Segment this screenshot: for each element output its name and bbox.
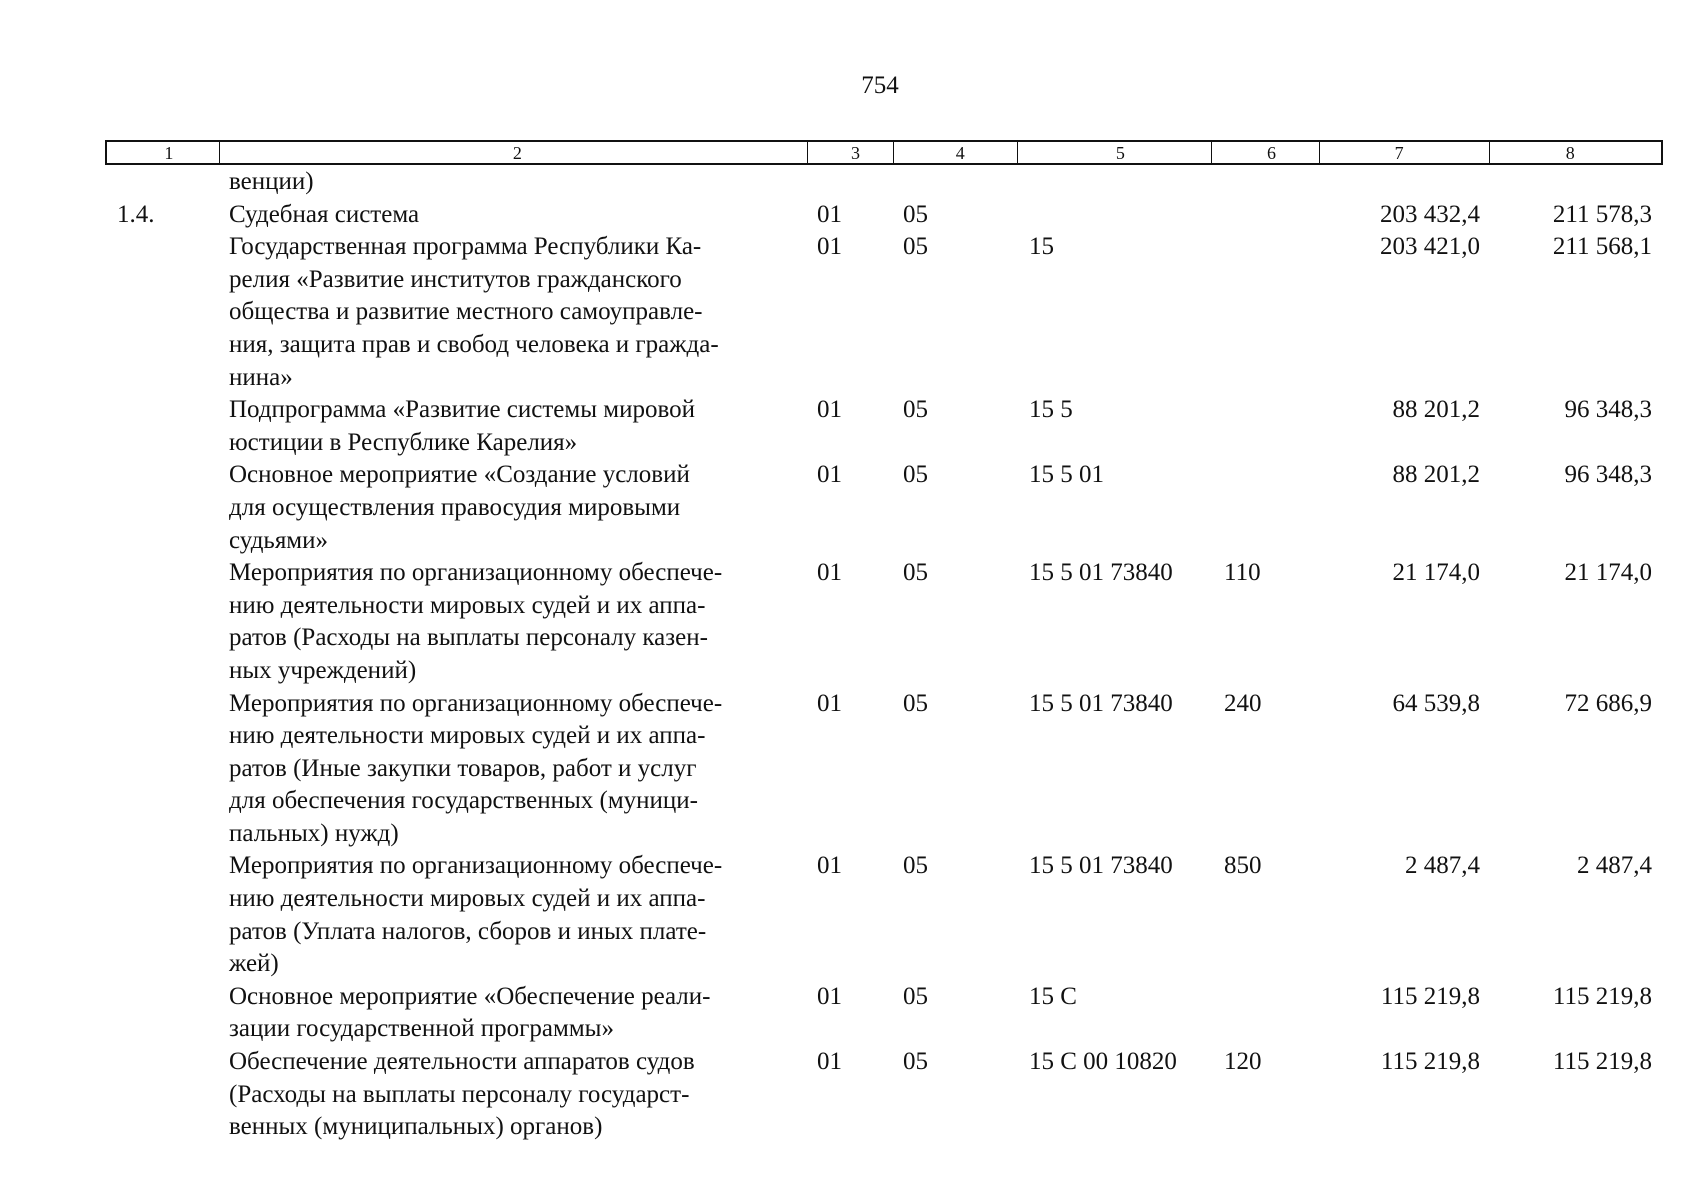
row-subsection: 05 (903, 982, 928, 1010)
row-number (105, 166, 217, 199)
header-col-2: 2 (219, 142, 807, 163)
row-target-article: 15 5 01 73840 (1029, 559, 1173, 587)
row-subsection (893, 166, 1017, 199)
row-amount-year2: 96 348,3 (1564, 396, 1652, 424)
row-target-article: 15 С 00 10820 (1029, 1048, 1177, 1076)
row-name: Государственная программа Республики Ка- релия «Развитие институтов гражданского общества и развитие местного самоуправле- ния, защита прав и свобод человека и гражда- нина» (229, 233, 719, 391)
row-number (105, 557, 217, 687)
row-expense-type: 110 (1224, 559, 1261, 587)
row-amount-year1: 203 421,0 (1380, 233, 1480, 261)
row-amount-year2 (1491, 166, 1663, 199)
table-row (105, 557, 1663, 687)
row-subsection: 05 (903, 852, 928, 880)
row-name: Основное мероприятие «Обеспечение реали- зации государственной программы» (229, 982, 711, 1043)
row-name: Основное мероприятие «Создание условий для осуществления правосудия мировыми судьями» (229, 461, 690, 554)
row-number (105, 1046, 217, 1144)
page-number: 754 (861, 72, 899, 99)
row-amount-year1: 203 432,4 (1380, 200, 1480, 228)
row-amount-year2: 2 487,4 (1577, 852, 1652, 880)
row-section: 01 (817, 233, 842, 261)
table-row (105, 459, 1663, 557)
row-number (105, 231, 217, 394)
row-amount-year2: 115 219,8 (1552, 982, 1652, 1010)
table-row (105, 231, 1663, 394)
row-number (105, 850, 217, 980)
row-amount-year2: 115 219,8 (1552, 1048, 1652, 1076)
header-col-1: 1 (164, 143, 174, 163)
table-row (105, 394, 1663, 459)
row-target-article: 15 (1029, 233, 1054, 261)
row-amount-year2: 211 578,3 (1552, 200, 1652, 228)
row-section: 01 (817, 396, 842, 424)
row-target-article: 15 С (1029, 982, 1077, 1010)
table-header (105, 140, 1663, 165)
row-number: 1.4. (117, 200, 155, 228)
table-row (105, 688, 1663, 851)
table-row (105, 1046, 1663, 1144)
row-section: 01 (817, 559, 842, 587)
table-row (105, 981, 1663, 1046)
row-target-article: 15 5 (1029, 396, 1073, 424)
row-amount-year1: 88 201,2 (1392, 396, 1480, 424)
row-section: 01 (817, 852, 842, 880)
row-section: 01 (817, 689, 842, 717)
row-amount-year1: 115 219,8 (1380, 1048, 1480, 1076)
row-subsection: 05 (903, 689, 928, 717)
row-target-article: 15 5 01 73840 (1029, 852, 1173, 880)
row-section: 01 (817, 200, 842, 228)
row-section: 01 (817, 982, 842, 1010)
header-col-8: 8 (1489, 142, 1661, 163)
row-expense-type (1212, 166, 1320, 199)
row-expense-type (1212, 394, 1320, 459)
row-expense-type (1212, 199, 1320, 232)
row-amount-year1 (1320, 166, 1491, 199)
table-row (105, 166, 1663, 199)
row-expense-type: 850 (1224, 852, 1262, 880)
table-row (105, 199, 1663, 232)
row-amount-year2: 72 686,9 (1564, 689, 1652, 717)
row-target-article: 15 5 01 73840 (1029, 689, 1173, 717)
row-amount-year1: 64 539,8 (1392, 689, 1480, 717)
header-col-5: 5 (1017, 142, 1212, 163)
row-number (105, 394, 217, 459)
row-number (105, 981, 217, 1046)
header-col-6: 6 (1211, 142, 1319, 163)
row-amount-year2: 21 174,0 (1564, 559, 1652, 587)
row-target-article: 15 5 01 (1029, 461, 1104, 489)
row-section: 01 (817, 1048, 842, 1076)
row-name: Мероприятия по организационному обеспече- нию деятельности мировых судей и их аппа- ратов (Расходы на выплаты персоналу казен- ных учреждений) (229, 559, 723, 684)
row-subsection: 05 (903, 200, 928, 228)
row-subsection: 05 (903, 1048, 928, 1076)
row-number (105, 459, 217, 557)
row-expense-type: 240 (1224, 689, 1262, 717)
table-row (105, 850, 1663, 980)
header-col-4: 4 (893, 142, 1017, 163)
row-amount-year1: 115 219,8 (1380, 982, 1480, 1010)
row-expense-type (1212, 459, 1320, 557)
row-expense-type (1212, 981, 1320, 1046)
row-name: Подпрограмма «Развитие системы мировой юстиции в Республике Карелия» (229, 396, 695, 456)
row-amount-year2: 96 348,3 (1564, 461, 1652, 489)
row-subsection: 05 (903, 559, 928, 587)
table-body (105, 166, 1663, 1144)
row-amount-year1: 2 487,4 (1405, 852, 1480, 880)
row-name: Судебная система (229, 200, 420, 228)
header-col-7: 7 (1319, 142, 1490, 163)
row-section: 01 (817, 461, 842, 489)
row-expense-type: 120 (1224, 1048, 1262, 1076)
row-subsection: 05 (903, 233, 928, 261)
row-name: венции) (229, 168, 314, 195)
row-subsection: 05 (903, 396, 928, 424)
header-col-3: 3 (807, 142, 893, 163)
row-name: Мероприятия по организационному обеспече- нию деятельности мировых судей и их аппа- ратов (Уплата налогов, сборов и иных плате- жей) (229, 852, 723, 978)
row-amount-year1: 88 201,2 (1392, 461, 1480, 489)
row-target-article (1017, 199, 1212, 232)
row-name: Обеспечение деятельности аппаратов судов (Расходы на выплаты персоналу государст- венных (муниципальных) органов) (229, 1048, 695, 1141)
row-subsection: 05 (903, 461, 928, 489)
row-amount-year1: 21 174,0 (1392, 559, 1480, 587)
row-section (807, 166, 893, 199)
row-target-article (1017, 166, 1212, 199)
row-name: Мероприятия по организационному обеспече- нию деятельности мировых судей и их аппа- ратов (Иные закупки товаров, работ и услуг для обеспечения государственных (муници- пальных) нужд) (229, 689, 723, 847)
row-amount-year2: 211 568,1 (1552, 233, 1652, 261)
row-number (105, 688, 217, 851)
row-expense-type (1212, 231, 1320, 394)
